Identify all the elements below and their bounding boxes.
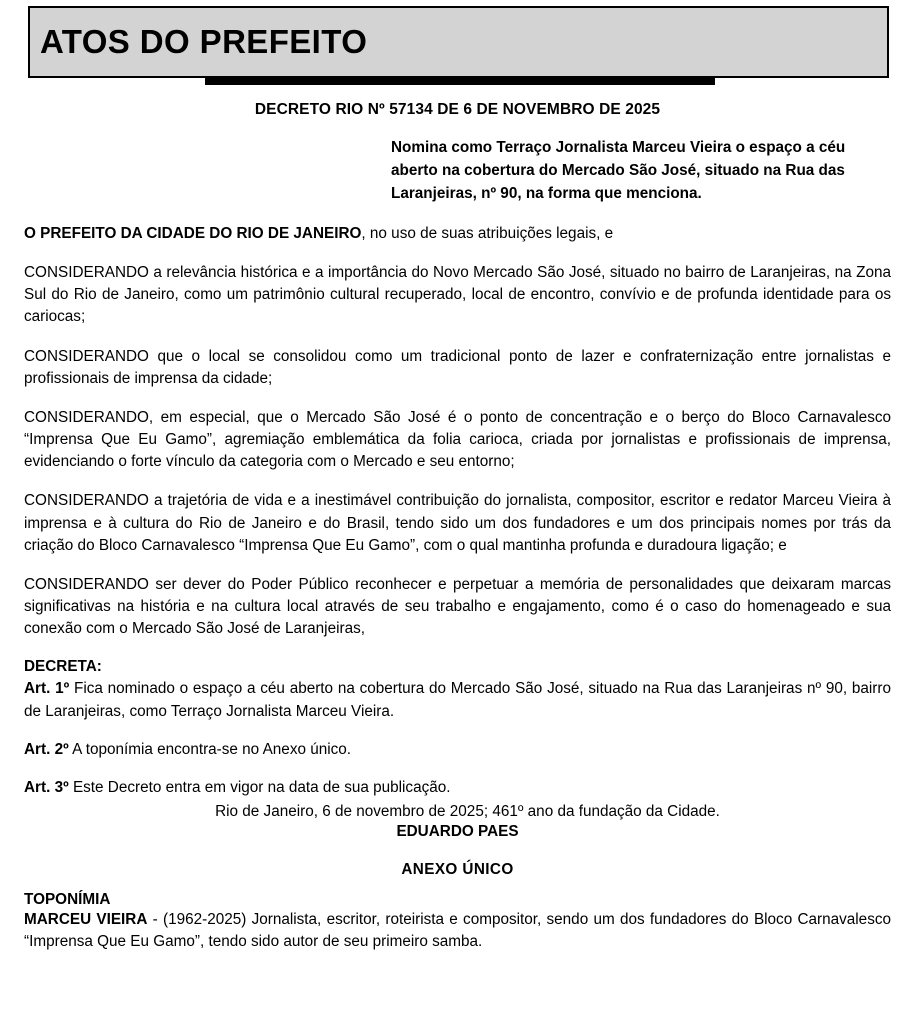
- considerando-3: CONSIDERANDO, em especial, que o Mercado São José é o ponto de concentração e o berço do Bloco Carnavalesco “Imprensa Que Eu Gamo”, agremiação emblemática da folia carioca, criada por jornalistas e profissionais de imprensa, evidenciando o forte vínculo da categoria com o Mercado e seu entorno;: [24, 408, 891, 471]
- document-content: [0, 101, 919, 953]
- annex-subtitle: TOPONÍMIA: [24, 891, 111, 909]
- article-3-text: Este Decreto entra em vigor na data de sua publicação.: [68, 778, 451, 796]
- article-1: [24, 678, 891, 722]
- considerando-2: CONSIDERANDO que o local se consolidou como um tradicional ponto de lazer e confraternização entre jornalistas e profissionais de imprensa da cidade;: [24, 347, 891, 387]
- article-2-text: A toponímia encontra-se no Anexo único.: [68, 740, 352, 758]
- annex-entry: [24, 909, 891, 953]
- article-1-text: Fica nominado o espaço a céu aberto na cobertura do Mercado São José, situado na Rua das Laranjeiras nº 90, bairro de Laranjeiras, como Terraço Jornalista Marceu Vieira.: [24, 680, 891, 720]
- considerando-1: CONSIDERANDO a relevância histórica e a importância do Novo Mercado São José, situado no bairro de Laranjeiras, na Zona Sul do Rio de Janeiro, como um patrimônio cultural recuperado, local de encontro, convívio e de profunda identidade para os cariocas;: [24, 263, 891, 326]
- decree-title: DECRETO RIO Nº 57134 DE 6 DE NOVEMBRO DE 2025: [254, 101, 661, 118]
- annex-title: ANEXO ÚNICO: [401, 861, 514, 879]
- preamble-authority: O PREFEITO DA CIDADE DO RIO DE JANEIRO: [24, 224, 362, 242]
- article-1-number: Art. 1º: [24, 680, 70, 698]
- annex-entry-text: - (1962-2025) Jornalista, escritor, roteirista e compositor, sendo um dos fundadores do Bloco Carnavalesco “Imprensa Que Eu Gamo”, tendo sido autor de seu primeiro samba.: [24, 911, 891, 951]
- signature-name: EDUARDO PAES: [396, 823, 519, 841]
- decree-preamble: [24, 223, 891, 245]
- preamble-rest: , no uso de suas atribuições legais, e: [361, 224, 614, 242]
- masthead-title: ATOS DO PREFEITO: [40, 23, 368, 60]
- considerando-4: CONSIDERANDO a trajetória de vida e a inestimável contribuição do jornalista, compositor, escritor e redator Marceu Vieira à imprensa e à cultura do Rio de Janeiro e do Brasil, tendo sido um dos fundadores e um dos principais nomes por trás da criação do Bloco Carnavalesco “Imprensa Que Eu Gamo”, com o qual mantinha profunda e duradoura ligação; e: [24, 492, 891, 554]
- decreta-label: DECRETA:: [24, 658, 102, 676]
- masthead-banner: [28, 6, 889, 78]
- annex-entry-name: MARCEU VIEIRA: [24, 911, 148, 929]
- article-3-number: Art. 3º: [24, 778, 69, 796]
- considerando-5: CONSIDERANDO ser dever do Poder Público reconhecer e perpetuar a memória de personalidades que deixaram marcas significativas na história e na cultura local através de seu trabalho e engajamento, como é o caso do homenageado e sua conexão com o Mercado São José de Laranjeiras,: [24, 575, 891, 638]
- article-2-number: Art. 2º: [24, 740, 69, 758]
- masthead-underbar: [205, 78, 715, 85]
- place-and-date: Rio de Janeiro, 6 de novembro de 2025; 461º ano da fundação da Cidade.: [215, 803, 720, 821]
- masthead-underbar-wrapper: [0, 78, 919, 85]
- article-3: [24, 777, 891, 799]
- article-2: [24, 739, 891, 761]
- decree-ementa: Nomina como Terraço Jornalista Marceu Vieira o espaço a céu aberto na cobertura do Mercado São José, situado na Rua das Laranjeiras, nº 90, na forma que menciona.: [391, 139, 846, 202]
